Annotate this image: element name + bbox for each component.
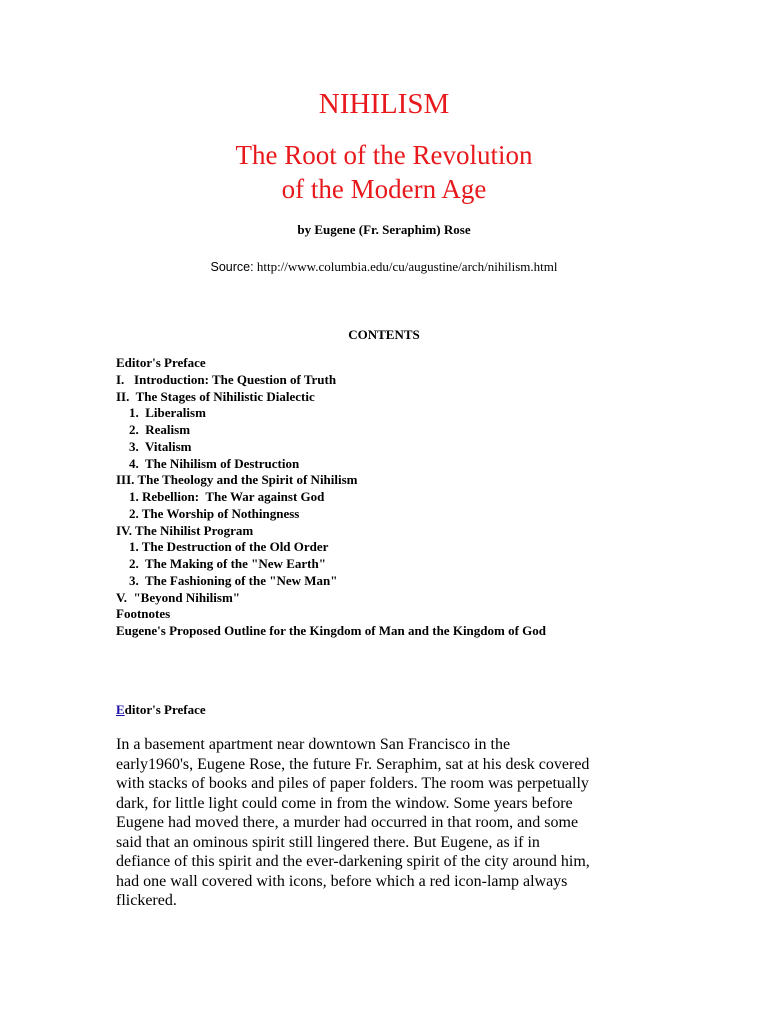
source-url: http://www.columbia.edu/cu/augustine/arch/nihilism.html xyxy=(256,259,558,274)
toc-item-destruction-old-order: 1. The Destruction of the Old Order xyxy=(116,539,329,555)
preface-heading-text: ditor's Preface xyxy=(124,702,206,717)
preface-line: Eugene had moved there, a murder had occurred in that room, and some xyxy=(116,814,579,831)
preface-line: said that an ominous spirit still lingered there. But Eugene, as if in xyxy=(116,833,540,851)
document-subtitle xyxy=(0,138,768,206)
toc-item-introduction: I. Introduction: The Question of Truth xyxy=(116,371,337,387)
toc-item-theology: III. The Theology and the Spirit of Nihilism xyxy=(116,472,358,488)
preface-line: In a basement apartment near downtown San Francisco in the xyxy=(116,736,511,753)
toc-item-liberalism: 1. Liberalism xyxy=(116,405,206,421)
table-of-contents xyxy=(116,355,546,640)
contents-heading: CONTENTS xyxy=(348,327,420,342)
preface-line: had one wall covered with icons, before which a red icon-lamp always xyxy=(116,872,568,890)
toc-item-editors-preface: Editor's Preface xyxy=(116,355,206,370)
document-title: NIHILISM xyxy=(318,88,450,120)
toc-item-new-man: 3. The Fashioning of the "New Man" xyxy=(116,572,338,588)
source-line xyxy=(0,259,768,275)
toc-item-footnotes: Footnotes xyxy=(116,606,171,622)
toc-item-worship: 2. The Worship of Nothingness xyxy=(116,505,300,521)
author-byline: by Eugene (Fr. Seraphim) Rose xyxy=(297,222,471,237)
preface-heading xyxy=(116,702,206,718)
preface-line: defiance of this spirit and the ever-darkening spirit of the city around him, xyxy=(116,853,590,870)
toc-item-proposed-outline: Eugene's Proposed Outline for the Kingdom of Man and the Kingdom of God xyxy=(116,623,547,638)
subtitle-line-2: of the Modern Age xyxy=(281,174,487,204)
toc-item-beyond-nihilism: V. "Beyond Nihilism" xyxy=(116,589,241,605)
toc-item-vitalism: 3. Vitalism xyxy=(116,438,192,454)
toc-item-new-earth: 2. The Making of the "New Earth" xyxy=(116,556,326,571)
toc-item-nihilism-of-destruction: 4. The Nihilism of Destruction xyxy=(116,455,300,471)
preface-line: with stacks of books and piles of paper folders. The room was perpetually xyxy=(116,775,589,792)
preface-line: dark, for little light could come in from the window. Some years before xyxy=(116,794,573,812)
preface-line: early1960's, Eugene Rose, the future Fr. Seraphim, sat at his desk covered xyxy=(116,755,590,773)
toc-item-realism: 2. Realism xyxy=(116,422,191,437)
preface-line: flickered. xyxy=(116,892,177,909)
toc-item-program: IV. The Nihilist Program xyxy=(116,522,254,538)
preface-anchor-link[interactable]: E xyxy=(116,702,125,717)
toc-item-rebellion: 1. Rebellion: The War against God xyxy=(116,489,325,504)
toc-item-stages: II. The Stages of Nihilistic Dialectic xyxy=(116,388,315,404)
source-label: Source: xyxy=(210,260,254,274)
preface-paragraph xyxy=(116,735,656,911)
subtitle-line-1: The Root of the Revolution xyxy=(235,140,533,170)
